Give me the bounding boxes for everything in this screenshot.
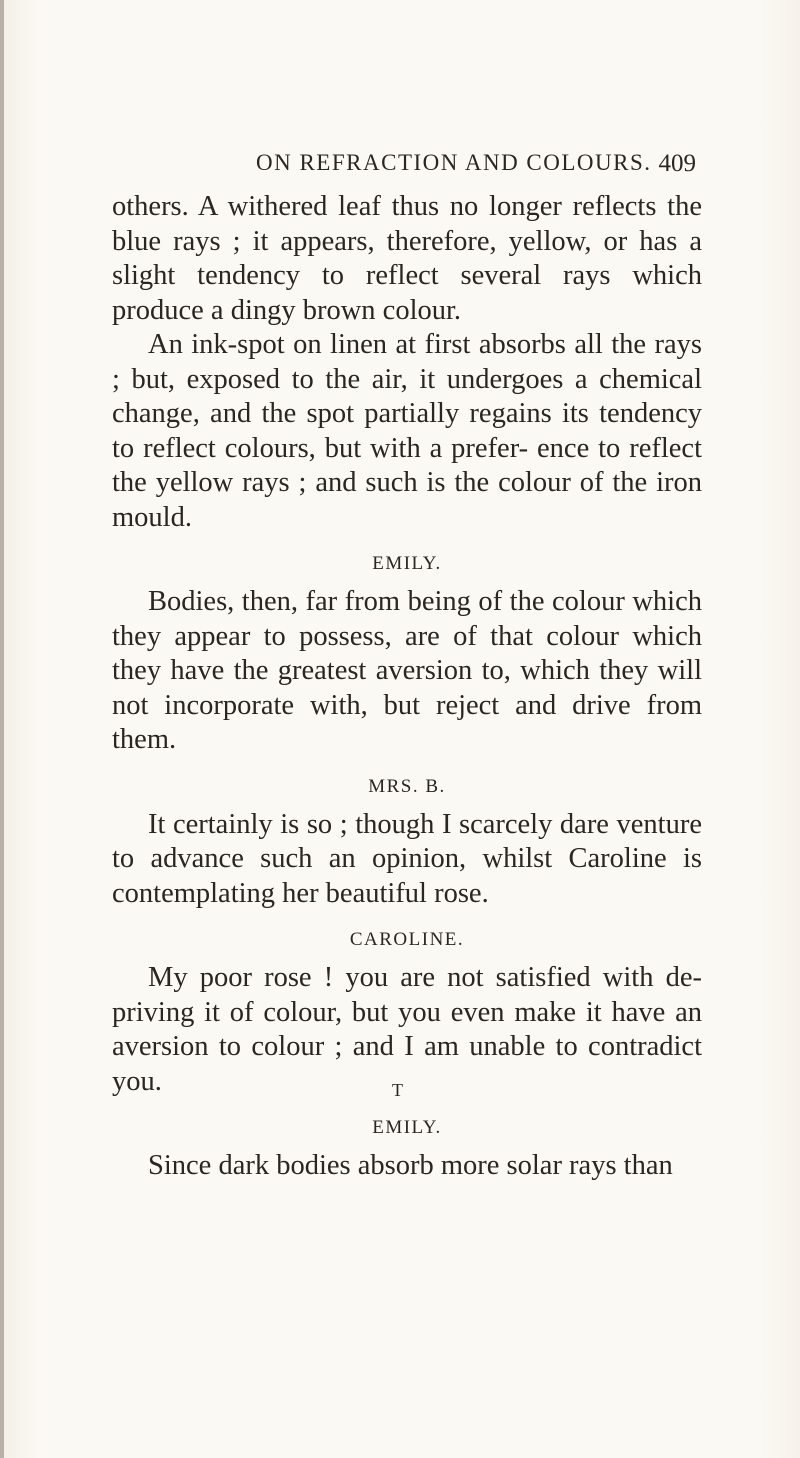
speaker-label: CAROLINE. [349, 929, 465, 950]
paragraph: It certainly is so ; though I scarcely dare venture to advance such an opinion, whilst Caroline is contemplating her beautiful rose. [112, 808, 702, 909]
paragraph: An ink-spot on linen at first absorbs all the rays ; but, exposed to the air, it undergoes a chemical change, and the spot partially regains its tendency to reflect colours, but with a prefer- ence to reflect the yellow rays ; and such is the colour of the iron mould. [112, 329, 702, 533]
speaker-label: MRS. B. [368, 775, 446, 797]
body-text [112, 190, 702, 1184]
page-header [256, 150, 696, 190]
page-edge [0, 0, 4, 1458]
speaker-label: EMILY. [372, 1117, 442, 1138]
paragraph: My poor rose ! you are not satisfied with de- priving it of colour, but you even make it have an aversion to colour ; and I am unable to contradict you. [112, 962, 702, 1097]
running-title: ON REFRACTION AND COLOURS. [256, 150, 652, 175]
paragraph: Since dark bodies absorb more solar rays than [148, 1150, 673, 1181]
signature-mark: T [392, 1080, 403, 1100]
page-number: 409 [658, 150, 696, 177]
paragraph: others. A withered leaf thus no longer reflects the blue rays ; it appears, therefore, yellow, or has a slight tendency to reflect several rays which produce a dingy brown colour. [112, 191, 702, 326]
paragraph: Bodies, then, far from being of the colour which they appear to possess, are of that colour which they have the greatest aversion to, which they will not incorporate with, but reject and drive from them. [112, 586, 702, 755]
speaker-label: EMILY. [372, 553, 442, 574]
